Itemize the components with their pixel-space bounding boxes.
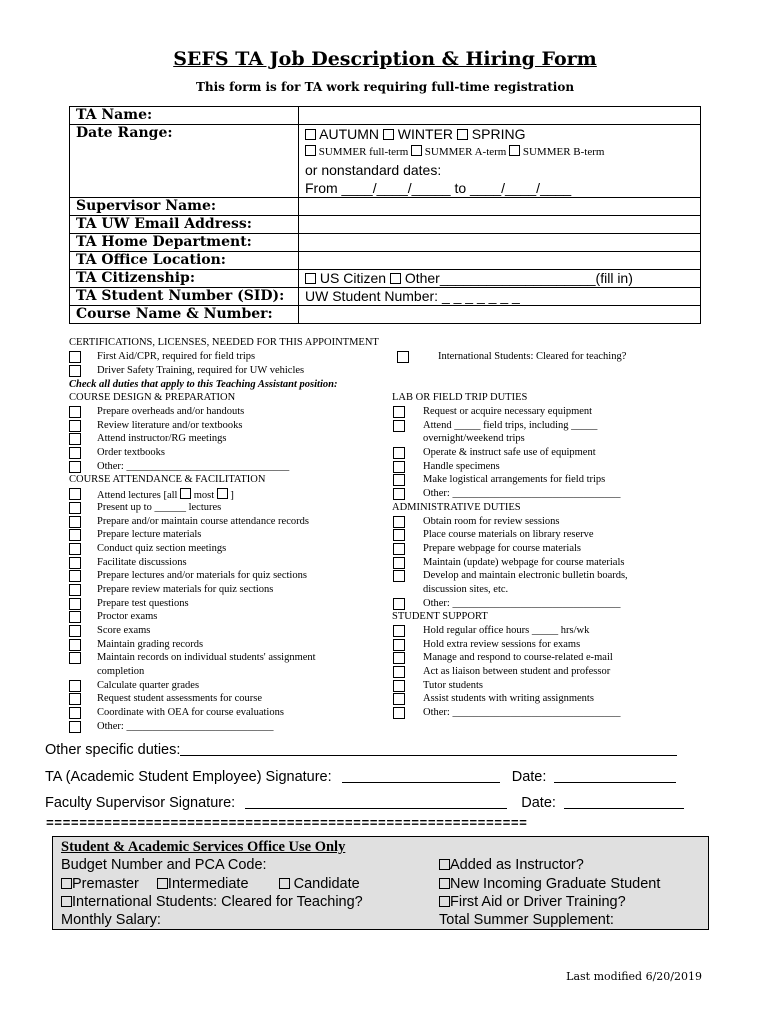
attend-all-checkbox[interactable] bbox=[180, 488, 191, 499]
duty-label: Prepare and/or maintain course attendance records bbox=[97, 516, 309, 527]
duty-checkbox[interactable] bbox=[69, 543, 81, 555]
supervisor-label: Supervisor Name: bbox=[70, 198, 299, 216]
duty-checkbox[interactable] bbox=[69, 420, 81, 432]
from-to-dates[interactable]: From ____/____/_____ to ____/____/____ bbox=[305, 180, 572, 196]
duty-label: Coordinate with OEA for course evaluations bbox=[97, 707, 284, 718]
duty-checkbox[interactable] bbox=[69, 502, 81, 514]
duty-checkbox[interactable] bbox=[69, 693, 81, 705]
attend-lectures-label: Attend lectures [all bbox=[97, 490, 178, 501]
ta-date-line[interactable] bbox=[554, 769, 676, 783]
duty-label: Obtain room for review sessions bbox=[423, 516, 560, 527]
duty-label: Act as liaison between student and professor bbox=[423, 666, 611, 677]
duty-label: Request or acquire necessary equipment bbox=[423, 406, 593, 417]
uw-student-number[interactable]: UW Student Number: _ _ _ _ _ _ _ bbox=[299, 288, 701, 306]
duty-label: Request student assessments for course bbox=[97, 693, 263, 704]
faculty-date-label: Date: bbox=[521, 795, 556, 811]
duty-label-continued: overnight/weekend trips bbox=[423, 433, 525, 444]
winter-checkbox[interactable] bbox=[383, 129, 394, 140]
home-dept-label: TA Home Department: bbox=[70, 234, 299, 252]
duty-checkbox[interactable] bbox=[393, 693, 405, 705]
duty-checkbox[interactable] bbox=[393, 557, 405, 569]
duty-checkbox[interactable] bbox=[69, 625, 81, 637]
cert-header: CERTIFICATIONS, LICENSES, NEEDED FOR THIS APPOINTMENT bbox=[69, 337, 379, 348]
duty-checkbox[interactable] bbox=[393, 543, 405, 555]
duty-label: Prepare lecture materials bbox=[97, 529, 202, 540]
premaster-label: Premaster bbox=[72, 876, 139, 892]
home-dept-field[interactable] bbox=[299, 234, 701, 252]
office-intl-label: International Students: Cleared for Teaching? bbox=[72, 894, 363, 910]
intermediate-label: Intermediate bbox=[167, 876, 249, 892]
duty-checkbox[interactable] bbox=[393, 666, 405, 678]
separator: ========================================================== bbox=[46, 816, 528, 831]
duty-checkbox[interactable] bbox=[69, 570, 81, 582]
sid-label: TA Student Number (SID): bbox=[70, 288, 299, 306]
design-header: COURSE DESIGN & PREPARATION bbox=[69, 392, 236, 403]
duty-label-continued: discussion sites, etc. bbox=[423, 584, 509, 595]
duty-checkbox[interactable] bbox=[393, 420, 405, 432]
faculty-signature-line[interactable] bbox=[245, 795, 507, 809]
summer-a-label: SUMMER A-term bbox=[424, 146, 507, 158]
citizenship-label: TA Citizenship: bbox=[70, 270, 299, 288]
spring-checkbox[interactable] bbox=[457, 129, 468, 140]
driver-label: Driver Safety Training, required for UW vehicles bbox=[97, 365, 305, 376]
form-subtitle: This form is for TA work requiring full-time registration bbox=[195, 80, 575, 94]
duty-checkbox[interactable] bbox=[393, 570, 405, 582]
duty-label: Attend instructor/RG meetings bbox=[97, 433, 227, 444]
new-grad-row bbox=[439, 876, 660, 892]
duty-checkbox[interactable] bbox=[69, 557, 81, 569]
summer-full-label: SUMMER full-term bbox=[318, 146, 409, 158]
summer-b-checkbox[interactable] bbox=[509, 145, 520, 156]
budget-label: Budget Number and PCA Code: bbox=[61, 857, 267, 873]
candidate-label: Candidate bbox=[293, 876, 360, 892]
nonstandard-dates-label: or nonstandard dates: bbox=[305, 162, 442, 178]
ta-signature-line[interactable] bbox=[342, 769, 500, 783]
duty-checkbox[interactable] bbox=[69, 652, 81, 664]
form-title: SEFS TA Job Description & Hiring Form bbox=[173, 48, 597, 70]
intl-cleared-checkbox[interactable] bbox=[397, 351, 409, 363]
duty-checkbox[interactable] bbox=[393, 488, 405, 500]
salary-label: Monthly Salary: bbox=[61, 912, 161, 928]
added-instructor-label: Added as Instructor? bbox=[450, 857, 584, 873]
duty-label[interactable]: Other: ________________________________ bbox=[423, 707, 621, 718]
ta-signature-row bbox=[45, 769, 676, 785]
duty-label: Maintain records on individual students' assignment bbox=[97, 652, 316, 663]
duty-label: Make logistical arrangements for field trips bbox=[423, 474, 606, 485]
duty-label: Maintain grading records bbox=[97, 639, 204, 650]
duty-checkbox[interactable] bbox=[393, 529, 405, 541]
summer-a-checkbox[interactable] bbox=[411, 145, 422, 156]
duty-label: Facilitate discussions bbox=[97, 557, 187, 568]
duty-checkbox[interactable] bbox=[393, 652, 405, 664]
duty-checkbox[interactable] bbox=[393, 680, 405, 692]
citizenship-field bbox=[299, 270, 701, 288]
duty-label: Prepare review materials for quiz sections bbox=[97, 584, 274, 595]
duty-label: Prepare test questions bbox=[97, 598, 189, 609]
duty-label-continued: completion bbox=[97, 666, 145, 677]
first-aid-label: First Aid/CPR, required for field trips bbox=[97, 351, 256, 362]
duty-label[interactable]: Other: ____________________________ bbox=[97, 721, 274, 732]
duty-checkbox[interactable] bbox=[393, 474, 405, 486]
supervisor-field[interactable] bbox=[299, 198, 701, 216]
date-range-field bbox=[299, 125, 701, 198]
other-duties-label: Other specific duties: bbox=[45, 742, 181, 758]
email-field[interactable] bbox=[299, 216, 701, 234]
duty-checkbox[interactable] bbox=[69, 598, 81, 610]
last-modified: Last modified 6/20/2019 bbox=[566, 970, 702, 983]
ta-info-table bbox=[69, 106, 701, 324]
duty-checkbox[interactable] bbox=[393, 406, 405, 418]
duty-checkbox[interactable] bbox=[69, 488, 81, 500]
summer-b-label: SUMMER B-term bbox=[522, 146, 605, 158]
duty-label: Prepare lectures and/or materials for quiz sections bbox=[97, 570, 307, 581]
attend-most-label: most bbox=[193, 490, 215, 501]
first-aid-office-checkbox[interactable] bbox=[439, 896, 450, 907]
admin-header: ADMINISTRATIVE DUTIES bbox=[392, 502, 521, 513]
ta-date-label: Date: bbox=[511, 769, 547, 785]
us-citizen-label: US Citizen bbox=[319, 270, 387, 286]
ta-name-label: TA Name: bbox=[70, 107, 299, 125]
faculty-signature-row bbox=[45, 795, 684, 811]
autumn-checkbox[interactable] bbox=[305, 129, 316, 140]
duty-checkbox[interactable] bbox=[69, 516, 81, 528]
email-label: TA UW Email Address: bbox=[70, 216, 299, 234]
office-location-label: TA Office Location: bbox=[70, 252, 299, 270]
status-row bbox=[61, 876, 360, 892]
duty-label: Operate & instruct safe use of equipment bbox=[423, 447, 596, 458]
duty-checkbox[interactable] bbox=[69, 707, 81, 719]
duty-label: Hold regular office hours _____ hrs/wk bbox=[423, 625, 590, 636]
duty-label: Conduct quiz section meetings bbox=[97, 543, 227, 554]
intl-cleared-label: International Students: Cleared for teaching? bbox=[438, 351, 627, 362]
course-field[interactable] bbox=[299, 306, 701, 324]
duty-label[interactable]: Other: ________________________________ bbox=[423, 488, 621, 499]
office-use-box bbox=[52, 836, 709, 930]
duty-checkbox[interactable] bbox=[69, 611, 81, 623]
attend-lectures-row bbox=[97, 488, 234, 501]
duty-label: Tutor students bbox=[423, 680, 484, 691]
faculty-signature-label: Faculty Supervisor Signature: bbox=[45, 795, 236, 811]
attend-close-bracket: ] bbox=[230, 490, 234, 501]
lab-header: LAB OR FIELD TRIP DUTIES bbox=[392, 392, 528, 403]
duty-label: Place course materials on library reserve bbox=[423, 529, 594, 540]
duty-checkbox[interactable] bbox=[393, 516, 405, 528]
date-range-label: Date Range: bbox=[70, 125, 299, 198]
duty-checkbox[interactable] bbox=[393, 461, 405, 473]
ta-name-field[interactable] bbox=[299, 107, 701, 125]
attend-most-checkbox[interactable] bbox=[217, 488, 228, 499]
duty-checkbox[interactable] bbox=[69, 639, 81, 651]
other-citizen-checkbox[interactable] bbox=[390, 273, 401, 284]
duty-checkbox[interactable] bbox=[69, 461, 81, 473]
candidate-checkbox[interactable] bbox=[279, 878, 290, 889]
us-citizen-checkbox[interactable] bbox=[305, 273, 316, 284]
duty-checkbox[interactable] bbox=[69, 721, 81, 733]
duty-label: Proctor exams bbox=[97, 611, 158, 622]
duty-label: Hold extra review sessions for exams bbox=[423, 639, 581, 650]
first-aid-office-label: First Aid or Driver Training? bbox=[450, 894, 626, 910]
ta-signature-label: TA (Academic Student Employee) Signature: bbox=[45, 769, 332, 785]
duties-header: Check all duties that apply to this Teaching Assistant position: bbox=[69, 379, 338, 390]
duty-checkbox[interactable] bbox=[393, 707, 405, 719]
summer-supplement-label: Total Summer Supplement: bbox=[439, 912, 614, 928]
duty-checkbox[interactable] bbox=[69, 529, 81, 541]
intermediate-checkbox[interactable] bbox=[157, 878, 168, 889]
spring-label: SPRING bbox=[471, 126, 526, 142]
duty-label: Assist students with writing assignments bbox=[423, 693, 594, 704]
duty-checkbox[interactable] bbox=[393, 639, 405, 651]
added-instructor-checkbox[interactable] bbox=[439, 859, 450, 870]
summer-full-checkbox[interactable] bbox=[305, 145, 316, 156]
duty-label[interactable]: Other: _______________________________ bbox=[97, 461, 290, 472]
first-aid-office-row bbox=[439, 894, 626, 910]
duty-label: Present up to ______ lectures bbox=[97, 502, 222, 513]
duty-checkbox[interactable] bbox=[69, 447, 81, 459]
office-location-field[interactable] bbox=[299, 252, 701, 270]
duty-label: Handle specimens bbox=[423, 461, 500, 472]
duty-label: Attend _____ field trips, including _____ bbox=[423, 420, 598, 431]
support-header: STUDENT SUPPORT bbox=[392, 611, 488, 622]
duty-checkbox[interactable] bbox=[393, 598, 405, 610]
course-label: Course Name & Number: bbox=[70, 306, 299, 324]
winter-label: WINTER bbox=[397, 126, 454, 142]
duty-checkbox[interactable] bbox=[393, 625, 405, 637]
attend-header: COURSE ATTENDANCE & FACILITATION bbox=[69, 474, 266, 485]
faculty-date-line[interactable] bbox=[564, 795, 684, 809]
other-citizen-label[interactable]: Other____________________(fill in) bbox=[404, 270, 633, 286]
duty-checkbox[interactable] bbox=[69, 584, 81, 596]
duty-label: Score exams bbox=[97, 625, 151, 636]
driver-checkbox[interactable] bbox=[69, 365, 81, 377]
duty-label[interactable]: Other: ________________________________ bbox=[423, 598, 621, 609]
duty-checkbox[interactable] bbox=[69, 680, 81, 692]
other-duties-line[interactable] bbox=[180, 742, 677, 756]
duty-label: Maintain (update) webpage for course materials bbox=[423, 557, 625, 568]
added-row bbox=[439, 857, 584, 873]
office-intl-checkbox[interactable] bbox=[61, 896, 72, 907]
intl-row bbox=[61, 894, 363, 910]
autumn-label: AUTUMN bbox=[319, 126, 380, 142]
duty-label: Manage and respond to course-related e-mail bbox=[423, 652, 613, 663]
duty-label: Review literature and/or textbooks bbox=[97, 420, 243, 431]
duty-label: Calculate quarter grades bbox=[97, 680, 200, 691]
duty-label: Order textbooks bbox=[97, 447, 165, 458]
duty-label: Prepare webpage for course materials bbox=[423, 543, 582, 554]
duty-checkbox[interactable] bbox=[393, 447, 405, 459]
duty-checkbox[interactable] bbox=[69, 433, 81, 445]
duty-label: Develop and maintain electronic bulletin boards, bbox=[423, 570, 628, 581]
other-duties-row bbox=[45, 742, 677, 758]
new-grad-checkbox[interactable] bbox=[439, 878, 450, 889]
duty-label: Prepare overheads and/or handouts bbox=[97, 406, 245, 417]
premaster-checkbox[interactable] bbox=[61, 878, 72, 889]
new-grad-label: New Incoming Graduate Student bbox=[450, 876, 661, 892]
duty-checkbox[interactable] bbox=[69, 406, 81, 418]
first-aid-checkbox[interactable] bbox=[69, 351, 81, 363]
office-use-header: Student & Academic Services Office Use Only bbox=[61, 839, 346, 855]
